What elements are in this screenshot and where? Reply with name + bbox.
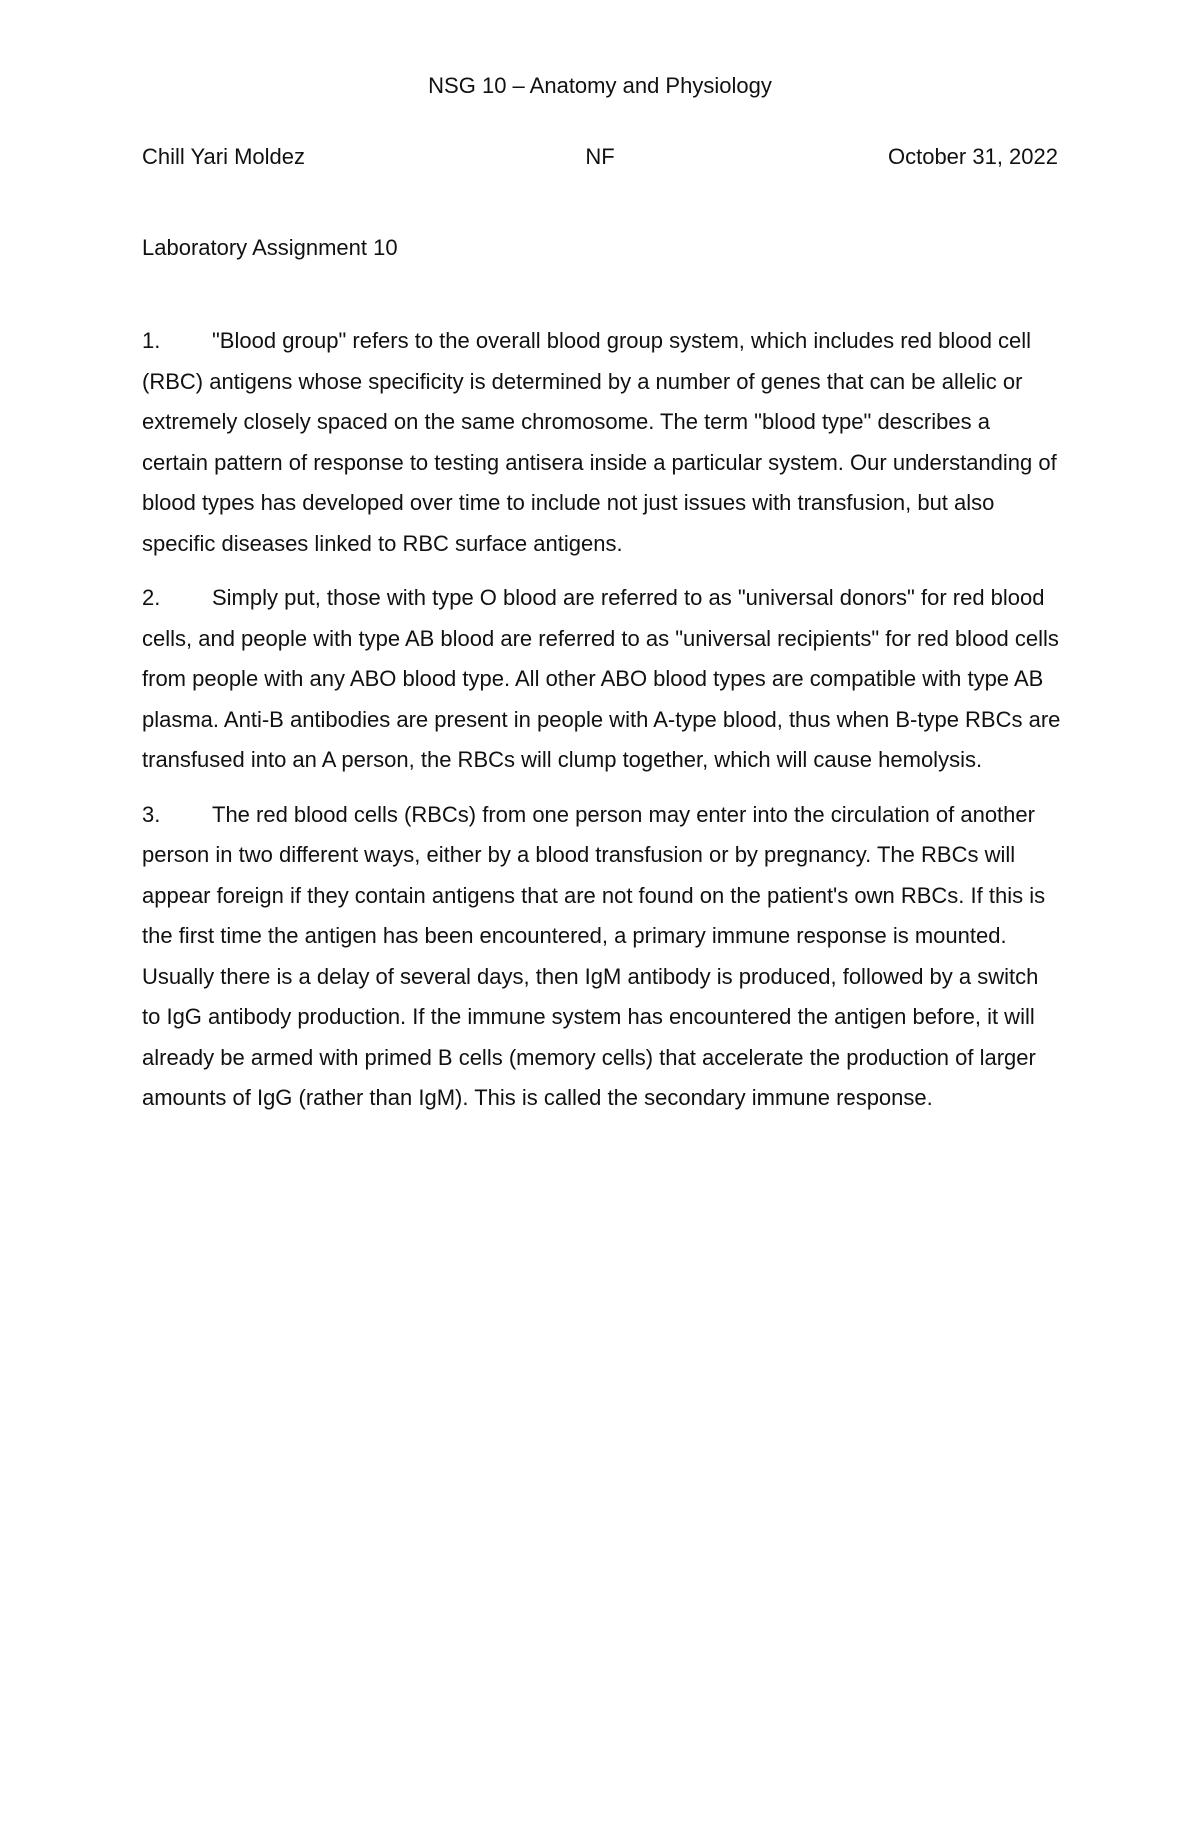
answer-1 <box>142 321 1062 564</box>
answer-text: "Blood group" refers to the overall blood group system, which includes red blood cell (RBC) antigens whose specificity is determined by a number of genes that can be allelic or extremely closely spaced on the same chromosome. The term "blood type" describes a certain pattern of response to testing antisera inside a particular system. Our understanding of blood types has developed over time to include not just issues with transfusion, but also specific diseases linked to RBC surface antigens. <box>142 328 1057 556</box>
answer-number: 1. <box>142 328 161 353</box>
assignment-title: Laboratory Assignment 10 <box>142 235 398 260</box>
answer-text: The red blood cells (RBCs) from one person may enter into the circulation of another person in two different ways, either by a blood transfusion or by pregnancy. The RBCs will appear foreign if they contain antigens that are not found on the patient's own RBCs. If this is the first time the antigen has been encountered, a primary immune response is mounted. Usually there is a delay of several days, then IgM antibody is produced, followed by a switch to IgG antibody production. If the immune system has encountered the antigen before, it will already be armed with primed B cells (memory cells) that accelerate the production of larger amounts of IgG (rather than IgM). This is called the secondary immune response. <box>142 801 1046 1110</box>
document-date: October 31, 2022 <box>887 144 1058 169</box>
answer-3 <box>142 795 1062 1119</box>
section-label: NF <box>585 144 615 169</box>
answer-number: 3. <box>142 801 161 827</box>
answer-2 <box>142 578 1062 781</box>
course-title: NSG 10 – Anatomy and Physiology <box>428 73 772 98</box>
student-name: Chill Yari Moldez <box>142 144 306 169</box>
answer-text: Simply put, those with type O blood are referred to as "universal donors" for red blood cells, and people with type AB blood are referred to as "universal recipients" for red blood cells from people with any ABO blood type. All other ABO blood types are compatible with type AB plasma. Anti-B antibodies are present in people with A-type blood, thus when B-type RBCs are transfused into an A person, the RBCs will clump together, which will cause hemolysis. <box>142 585 1061 772</box>
answer-number: 2. <box>142 585 161 610</box>
answers-list <box>142 321 1062 1133</box>
header-row <box>142 142 1058 172</box>
